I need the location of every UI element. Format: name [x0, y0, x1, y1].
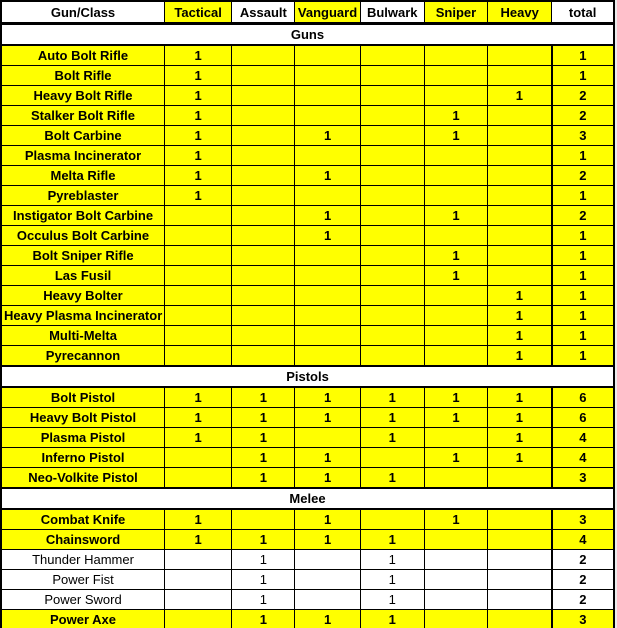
value-cell[interactable] — [232, 86, 295, 106]
value-cell[interactable] — [232, 186, 295, 206]
value-cell[interactable] — [232, 206, 295, 226]
value-cell[interactable] — [295, 590, 360, 610]
value-cell[interactable]: 1 — [424, 126, 487, 146]
value-cell[interactable] — [488, 226, 552, 246]
value-cell[interactable] — [424, 66, 487, 86]
value-cell[interactable] — [295, 146, 360, 166]
value-cell[interactable] — [488, 166, 552, 186]
value-cell[interactable]: 1 — [232, 590, 295, 610]
value-cell[interactable] — [295, 106, 360, 126]
weapon-name-cell[interactable]: Pyrecannon — [1, 346, 165, 367]
total-cell[interactable]: 3 — [552, 126, 614, 146]
value-cell[interactable] — [232, 106, 295, 126]
value-cell[interactable] — [165, 550, 232, 570]
value-cell[interactable]: 1 — [165, 428, 232, 448]
total-cell[interactable]: 2 — [552, 206, 614, 226]
weapon-name-cell[interactable]: Bolt Sniper Rifle — [1, 246, 165, 266]
value-cell[interactable] — [360, 146, 424, 166]
value-cell[interactable] — [232, 166, 295, 186]
value-cell[interactable] — [360, 166, 424, 186]
value-cell[interactable]: 1 — [424, 448, 487, 468]
value-cell[interactable]: 1 — [488, 306, 552, 326]
value-cell[interactable] — [424, 468, 487, 489]
value-cell[interactable] — [488, 66, 552, 86]
value-cell[interactable]: 1 — [295, 468, 360, 489]
total-cell[interactable]: 2 — [552, 550, 614, 570]
total-cell[interactable]: 1 — [552, 226, 614, 246]
value-cell[interactable] — [424, 530, 487, 550]
value-cell[interactable] — [360, 306, 424, 326]
value-cell[interactable] — [232, 246, 295, 266]
weapon-name-cell[interactable]: Power Sword — [1, 590, 165, 610]
value-cell[interactable] — [488, 570, 552, 590]
total-cell[interactable]: 6 — [552, 387, 614, 408]
value-cell[interactable] — [360, 346, 424, 367]
column-header-total[interactable]: total — [552, 1, 614, 24]
value-cell[interactable] — [295, 246, 360, 266]
value-cell[interactable] — [232, 66, 295, 86]
value-cell[interactable]: 1 — [165, 126, 232, 146]
value-cell[interactable]: 1 — [295, 166, 360, 186]
value-cell[interactable] — [295, 266, 360, 286]
weapon-row — [1, 509, 614, 530]
value-cell[interactable]: 1 — [424, 246, 487, 266]
value-cell[interactable] — [165, 286, 232, 306]
value-cell[interactable]: 1 — [488, 326, 552, 346]
value-cell[interactable]: 1 — [424, 266, 487, 286]
total-cell[interactable]: 1 — [552, 246, 614, 266]
weapon-row — [1, 428, 614, 448]
value-cell[interactable] — [488, 550, 552, 570]
value-cell[interactable] — [488, 530, 552, 550]
total-cell[interactable]: 1 — [552, 286, 614, 306]
section-row — [1, 24, 614, 46]
value-cell[interactable] — [488, 106, 552, 126]
value-cell[interactable]: 1 — [165, 166, 232, 186]
column-header-sniper[interactable]: Sniper — [424, 1, 487, 24]
value-cell[interactable] — [295, 550, 360, 570]
weapon-name-cell[interactable]: Power Fist — [1, 570, 165, 590]
section-title[interactable]: Melee — [1, 488, 614, 509]
value-cell[interactable]: 1 — [488, 387, 552, 408]
weapon-row — [1, 306, 614, 326]
value-cell[interactable] — [295, 286, 360, 306]
value-cell[interactable]: 1 — [165, 66, 232, 86]
total-cell[interactable]: 3 — [552, 468, 614, 489]
value-cell[interactable] — [424, 326, 487, 346]
value-cell[interactable]: 1 — [295, 206, 360, 226]
total-cell[interactable]: 1 — [552, 146, 614, 166]
value-cell[interactable] — [488, 186, 552, 206]
weapon-row — [1, 550, 614, 570]
value-cell[interactable] — [360, 106, 424, 126]
value-cell[interactable] — [232, 509, 295, 530]
value-cell[interactable] — [488, 468, 552, 489]
value-cell[interactable]: 1 — [232, 408, 295, 428]
value-cell[interactable]: 1 — [232, 550, 295, 570]
weapon-name-cell[interactable]: Power Axe — [1, 610, 165, 628]
section-title[interactable]: Pistols — [1, 366, 614, 387]
value-cell[interactable] — [165, 610, 232, 628]
value-cell[interactable]: 1 — [360, 530, 424, 550]
value-cell[interactable]: 1 — [488, 448, 552, 468]
value-cell[interactable] — [165, 246, 232, 266]
value-cell[interactable] — [232, 326, 295, 346]
value-cell[interactable]: 1 — [295, 408, 360, 428]
weapon-row — [1, 186, 614, 206]
weapon-row — [1, 346, 614, 367]
weapon-name-cell[interactable]: Chainsword — [1, 530, 165, 550]
weapon-name-cell[interactable]: Combat Knife — [1, 509, 165, 530]
value-cell[interactable] — [424, 86, 487, 106]
weapon-row — [1, 226, 614, 246]
column-header-bulwark[interactable]: Bulwark — [360, 1, 424, 24]
value-cell[interactable] — [165, 346, 232, 367]
value-cell[interactable] — [488, 246, 552, 266]
weapon-row — [1, 166, 614, 186]
total-cell[interactable]: 1 — [552, 186, 614, 206]
weapon-name-cell[interactable]: Melta Rifle — [1, 166, 165, 186]
value-cell[interactable]: 1 — [424, 206, 487, 226]
weapon-name-cell[interactable]: Inferno Pistol — [1, 448, 165, 468]
value-cell[interactable]: 1 — [295, 530, 360, 550]
value-cell[interactable]: 1 — [232, 468, 295, 489]
value-cell[interactable]: 1 — [488, 86, 552, 106]
value-cell[interactable]: 1 — [424, 387, 487, 408]
weapon-row — [1, 206, 614, 226]
value-cell[interactable]: 1 — [295, 226, 360, 246]
total-cell[interactable]: 1 — [552, 66, 614, 86]
table-body — [1, 24, 614, 628]
value-cell[interactable]: 1 — [424, 408, 487, 428]
value-cell[interactable]: 1 — [165, 530, 232, 550]
value-cell[interactable] — [424, 610, 487, 628]
weapon-row — [1, 530, 614, 550]
value-cell[interactable]: 1 — [232, 387, 295, 408]
value-cell[interactable]: 1 — [232, 610, 295, 628]
value-cell[interactable]: 1 — [360, 428, 424, 448]
value-cell[interactable] — [424, 226, 487, 246]
value-cell[interactable]: 1 — [360, 590, 424, 610]
weapon-name-cell[interactable]: Las Fusil — [1, 266, 165, 286]
value-cell[interactable]: 1 — [424, 509, 487, 530]
value-cell[interactable] — [488, 45, 552, 66]
weapon-row — [1, 610, 614, 628]
weapon-row — [1, 86, 614, 106]
total-cell[interactable]: 1 — [552, 306, 614, 326]
value-cell[interactable] — [165, 266, 232, 286]
column-header-assault[interactable]: Assault — [232, 1, 295, 24]
weapon-name-cell[interactable]: Neo-Volkite Pistol — [1, 468, 165, 489]
weapon-name-cell[interactable]: Stalker Bolt Rifle — [1, 106, 165, 126]
value-cell[interactable] — [360, 266, 424, 286]
value-cell[interactable] — [232, 226, 295, 246]
total-cell[interactable]: 4 — [552, 428, 614, 448]
weapon-row — [1, 590, 614, 610]
value-cell[interactable] — [232, 306, 295, 326]
weapon-name-cell[interactable]: Thunder Hammer — [1, 550, 165, 570]
total-cell[interactable]: 3 — [552, 610, 614, 628]
value-cell[interactable]: 1 — [295, 126, 360, 146]
weapon-name-cell[interactable]: Plasma Incinerator — [1, 146, 165, 166]
value-cell[interactable] — [165, 326, 232, 346]
value-cell[interactable] — [165, 306, 232, 326]
value-cell[interactable] — [295, 66, 360, 86]
value-cell[interactable]: 1 — [165, 45, 232, 66]
weapon-name-cell[interactable]: Bolt Carbine — [1, 126, 165, 146]
value-cell[interactable]: 1 — [424, 106, 487, 126]
value-cell[interactable] — [360, 246, 424, 266]
weapon-row — [1, 66, 614, 86]
weapon-row — [1, 387, 614, 408]
total-cell[interactable]: 1 — [552, 266, 614, 286]
value-cell[interactable] — [360, 66, 424, 86]
weapon-row — [1, 146, 614, 166]
weapon-name-cell[interactable]: Auto Bolt Rifle — [1, 45, 165, 66]
total-cell[interactable]: 1 — [552, 326, 614, 346]
value-cell[interactable] — [295, 346, 360, 367]
header-row — [1, 1, 614, 24]
value-cell[interactable] — [232, 126, 295, 146]
weapon-name-cell[interactable]: Occulus Bolt Carbine — [1, 226, 165, 246]
value-cell[interactable] — [295, 186, 360, 206]
value-cell[interactable] — [295, 326, 360, 346]
weapon-name-cell[interactable]: Instigator Bolt Carbine — [1, 206, 165, 226]
value-cell[interactable] — [165, 570, 232, 590]
value-cell[interactable] — [424, 166, 487, 186]
value-cell[interactable] — [424, 146, 487, 166]
value-cell[interactable]: 1 — [232, 448, 295, 468]
value-cell[interactable]: 1 — [488, 286, 552, 306]
total-cell[interactable]: 6 — [552, 408, 614, 428]
value-cell[interactable]: 1 — [165, 408, 232, 428]
weapon-name-cell[interactable]: Heavy Bolter — [1, 286, 165, 306]
weapon-row — [1, 45, 614, 66]
value-cell[interactable] — [295, 306, 360, 326]
value-cell[interactable] — [424, 186, 487, 206]
value-cell[interactable] — [232, 146, 295, 166]
weapon-row — [1, 266, 614, 286]
value-cell[interactable]: 1 — [165, 86, 232, 106]
weapon-row — [1, 408, 614, 428]
value-cell[interactable] — [360, 326, 424, 346]
total-cell[interactable]: 2 — [552, 570, 614, 590]
section-row — [1, 366, 614, 387]
value-cell[interactable]: 1 — [360, 550, 424, 570]
value-cell[interactable] — [488, 509, 552, 530]
value-cell[interactable] — [165, 468, 232, 489]
value-cell[interactable]: 1 — [232, 428, 295, 448]
value-cell[interactable] — [424, 346, 487, 367]
value-cell[interactable] — [360, 45, 424, 66]
value-cell[interactable] — [165, 448, 232, 468]
value-cell[interactable] — [424, 428, 487, 448]
value-cell[interactable]: 1 — [295, 610, 360, 628]
value-cell[interactable]: 1 — [360, 570, 424, 590]
value-cell[interactable] — [295, 86, 360, 106]
value-cell[interactable] — [165, 590, 232, 610]
weapon-row — [1, 106, 614, 126]
value-cell[interactable] — [360, 448, 424, 468]
value-cell[interactable]: 1 — [232, 570, 295, 590]
weapon-name-cell[interactable]: Plasma Pistol — [1, 428, 165, 448]
value-cell[interactable] — [165, 226, 232, 246]
value-cell[interactable]: 1 — [295, 387, 360, 408]
weapon-name-cell[interactable]: Bolt Rifle — [1, 66, 165, 86]
value-cell[interactable] — [424, 286, 487, 306]
weapon-name-cell[interactable]: Heavy Plasma Incinerator — [1, 306, 165, 326]
value-cell[interactable] — [488, 146, 552, 166]
value-cell[interactable]: 1 — [488, 428, 552, 448]
total-cell[interactable]: 4 — [552, 530, 614, 550]
total-cell[interactable]: 1 — [552, 346, 614, 367]
weapon-name-cell[interactable]: Pyreblaster — [1, 186, 165, 206]
value-cell[interactable]: 1 — [360, 610, 424, 628]
weapon-row — [1, 448, 614, 468]
value-cell[interactable]: 1 — [165, 509, 232, 530]
value-cell[interactable] — [424, 306, 487, 326]
table-header — [1, 1, 614, 24]
section-row — [1, 488, 614, 509]
value-cell[interactable]: 1 — [295, 509, 360, 530]
weapon-name-cell[interactable]: Bolt Pistol — [1, 387, 165, 408]
value-cell[interactable]: 1 — [488, 346, 552, 367]
value-cell[interactable]: 1 — [360, 387, 424, 408]
weapon-row — [1, 126, 614, 146]
section-title[interactable]: Guns — [1, 24, 614, 46]
value-cell[interactable]: 1 — [165, 106, 232, 126]
value-cell[interactable] — [360, 226, 424, 246]
value-cell[interactable] — [232, 45, 295, 66]
value-cell[interactable] — [488, 126, 552, 146]
value-cell[interactable] — [232, 266, 295, 286]
total-cell[interactable]: 1 — [552, 45, 614, 66]
total-cell[interactable]: 2 — [552, 86, 614, 106]
total-cell[interactable]: 4 — [552, 448, 614, 468]
value-cell[interactable] — [295, 570, 360, 590]
weapon-name-cell[interactable]: Heavy Bolt Pistol — [1, 408, 165, 428]
value-cell[interactable] — [488, 610, 552, 628]
total-cell[interactable]: 3 — [552, 509, 614, 530]
total-cell[interactable]: 2 — [552, 106, 614, 126]
value-cell[interactable]: 1 — [360, 468, 424, 489]
value-cell[interactable] — [488, 266, 552, 286]
value-cell[interactable] — [360, 186, 424, 206]
value-cell[interactable] — [424, 550, 487, 570]
value-cell[interactable] — [165, 206, 232, 226]
weapon-name-cell[interactable]: Heavy Bolt Rifle — [1, 86, 165, 106]
value-cell[interactable]: 1 — [488, 408, 552, 428]
value-cell[interactable]: 1 — [165, 186, 232, 206]
value-cell[interactable]: 1 — [165, 387, 232, 408]
weapon-row — [1, 570, 614, 590]
weapon-row — [1, 286, 614, 306]
value-cell[interactable] — [360, 286, 424, 306]
weapon-name-cell[interactable]: Multi-Melta — [1, 326, 165, 346]
value-cell[interactable] — [232, 346, 295, 367]
value-cell[interactable] — [488, 206, 552, 226]
value-cell[interactable] — [360, 126, 424, 146]
value-cell[interactable]: 1 — [165, 146, 232, 166]
value-cell[interactable] — [232, 286, 295, 306]
column-header-tactical[interactable]: Tactical — [165, 1, 232, 24]
value-cell[interactable] — [295, 45, 360, 66]
value-cell[interactable] — [360, 509, 424, 530]
total-cell[interactable]: 2 — [552, 590, 614, 610]
column-header-vanguard[interactable]: Vanguard — [295, 1, 360, 24]
value-cell[interactable] — [424, 570, 487, 590]
total-cell[interactable]: 2 — [552, 166, 614, 186]
value-cell[interactable]: 1 — [232, 530, 295, 550]
weapon-row — [1, 326, 614, 346]
column-header-gun-class[interactable]: Gun/Class — [1, 1, 165, 24]
value-cell[interactable]: 1 — [360, 408, 424, 428]
value-cell[interactable] — [360, 86, 424, 106]
weapon-row — [1, 468, 614, 489]
value-cell[interactable] — [295, 428, 360, 448]
value-cell[interactable] — [488, 590, 552, 610]
value-cell[interactable]: 1 — [295, 448, 360, 468]
value-cell[interactable] — [424, 45, 487, 66]
column-header-heavy[interactable]: Heavy — [488, 1, 552, 24]
value-cell[interactable] — [360, 206, 424, 226]
weapon-row — [1, 246, 614, 266]
value-cell[interactable] — [424, 590, 487, 610]
